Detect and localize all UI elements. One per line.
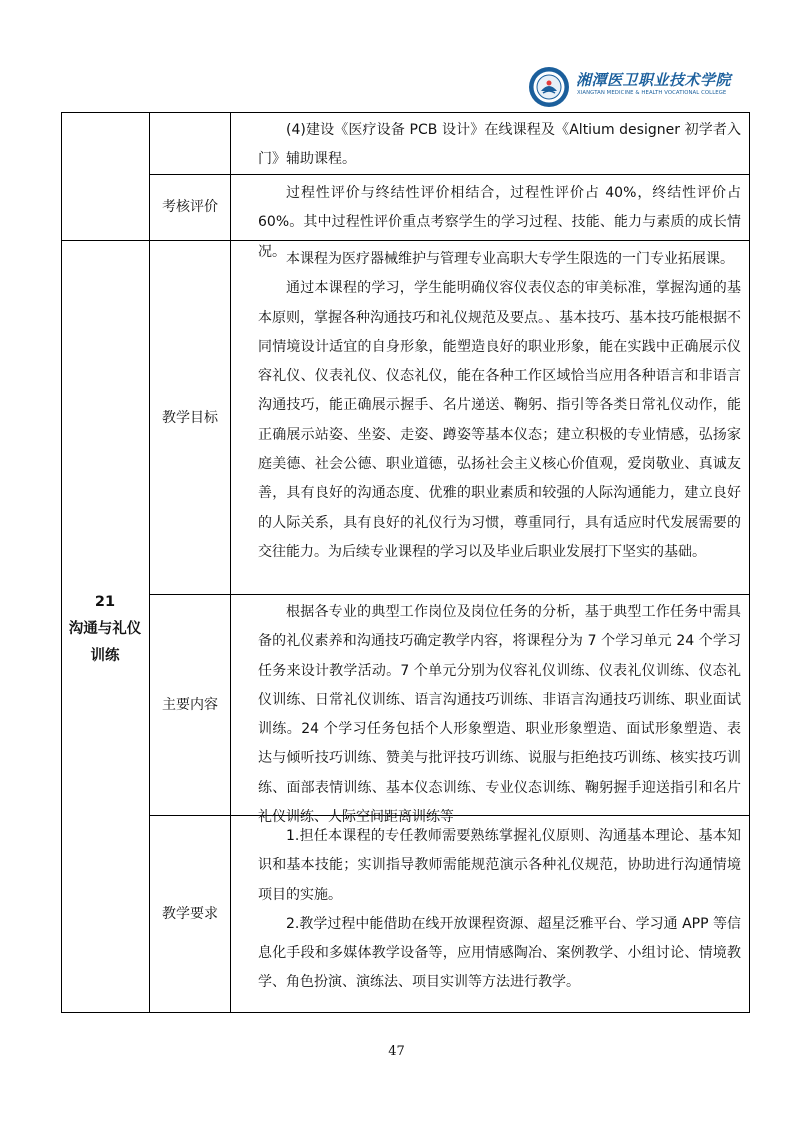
content-text: 根据各专业的典型工作岗位及岗位任务的分析，基于典型工作任务中需具备的礼仪素养和沟通技巧确定教学内容，将课程分为 7 个学习单元 24 个学习任务来设计教学活动。7 个单元分别为仪容礼仪训练、仪表礼仪训练、仪态礼仪训练、日常礼仪训练、语言沟通技巧训练、非语言沟通技巧训练、职业面试训练。24 个学习任务包括个人形象塑造、职业形象塑造、面试形象塑造、表达与倾听技巧训练、赞美与批评技巧训练、说服与拒绝技巧训练、核实技巧训练、面部表情训练、基本仪态训练、专业仪态训练、鞠躬握手迎送指引和名片礼仪训练、人际空间距离训练等 bbox=[258, 604, 741, 826]
objectives-paragraph: 通过本课程的学习，学生能明确仪容仪表仪态的审美标准，掌握沟通的基本原则，掌握各种沟通技巧和礼仪规范及要点。、基本技巧、基本技巧能根据不同情境设计适宜的自身形象，能塑造良好的职业形象，能在实践中正确展示仪容礼仪、仪表礼仪、仪态礼仪，能在各种工作区域恰当应用各种语言和非语言沟通技巧，能正确展示握手、名片递送、鞠躬、指引等各类日常礼仪动作，能正确展示站姿、坐姿、走姿、蹲姿等基本仪态；建立积极的专业情感，弘扬家庭美德、社会公德、职业道德，弘扬社会主义核心价值观，爱岗敬业、真诚友善，具有良好的沟通态度、优雅的职业素质和较强的人际沟通能力，建立良好的人际关系，具有良好的礼仪行为习惯，尊重同行，具有适应时代发展需要的交往能力。为后续专业课程的学习以及毕业后职业发展打下坚实的基础。 bbox=[258, 280, 741, 560]
college-name-english: XIANGTAN MEDICINE & HEALTH VOCATIONAL COLLEGE bbox=[577, 90, 727, 96]
objectives-paragraph: 本课程为医疗器械维护与管理专业高职大专学生限选的一门专业拓展课。 bbox=[286, 251, 734, 267]
requirements-label: 教学要求 bbox=[162, 906, 218, 922]
content-cell bbox=[258, 598, 741, 832]
assessment-text: 过程性评价与终结性评价相结合，过程性评价占 40%，终结性评价占 60%。其中过程性评价重点考察学生的学习过程、技能、能力与素质的成长情况。 bbox=[258, 185, 741, 260]
table-border-bottom bbox=[61, 1012, 750, 1013]
table-border-right bbox=[749, 112, 750, 1013]
table-border-left bbox=[61, 112, 62, 1013]
course-number: 21 bbox=[94, 594, 116, 610]
page-number: 47 bbox=[388, 1044, 405, 1059]
resources-continued-cell bbox=[258, 116, 741, 175]
objectives-cell bbox=[258, 245, 741, 567]
college-name-chinese: 湘潭医卫职业技术学院 bbox=[576, 71, 732, 89]
course-name-line2: 训练 bbox=[90, 648, 120, 664]
requirements-paragraph: 1.担任本课程的专任教师需要熟练掌握礼仪原则、沟通基本理论、基本知识和基本技能；实训指导教师需能规范演示各种礼仪规范，协助进行沟通情境项目的实施。 bbox=[258, 828, 741, 903]
table-divider-course bbox=[149, 112, 150, 1013]
requirements-cell bbox=[258, 822, 741, 998]
requirements-paragraph: 2.教学过程中能借助在线开放课程资源、超星泛雅平台、学习通 APP 等信息化手段和多媒体教学设备等，应用情感陶冶、案例教学、小组讨论、情境教学、角色扮演、演练法、项目实训等方法进行教学。 bbox=[258, 915, 741, 991]
college-logo bbox=[528, 66, 760, 110]
content-label: 主要内容 bbox=[162, 697, 218, 713]
table-divider-label bbox=[230, 112, 231, 1013]
course-name-line1: 沟通与礼仪 bbox=[68, 621, 142, 637]
table-border-top bbox=[61, 112, 750, 113]
assessment-label: 考核评价 bbox=[162, 199, 218, 215]
college-seal-icon bbox=[528, 66, 570, 108]
objectives-label: 教学目标 bbox=[162, 410, 218, 426]
course-identifier bbox=[62, 589, 148, 670]
resources-continued-text: (4)建设《医疗设备 PCB 设计》在线课程及《Altium designer 初学者入门》辅助课程。 bbox=[258, 122, 741, 168]
row-divider bbox=[149, 594, 750, 595]
